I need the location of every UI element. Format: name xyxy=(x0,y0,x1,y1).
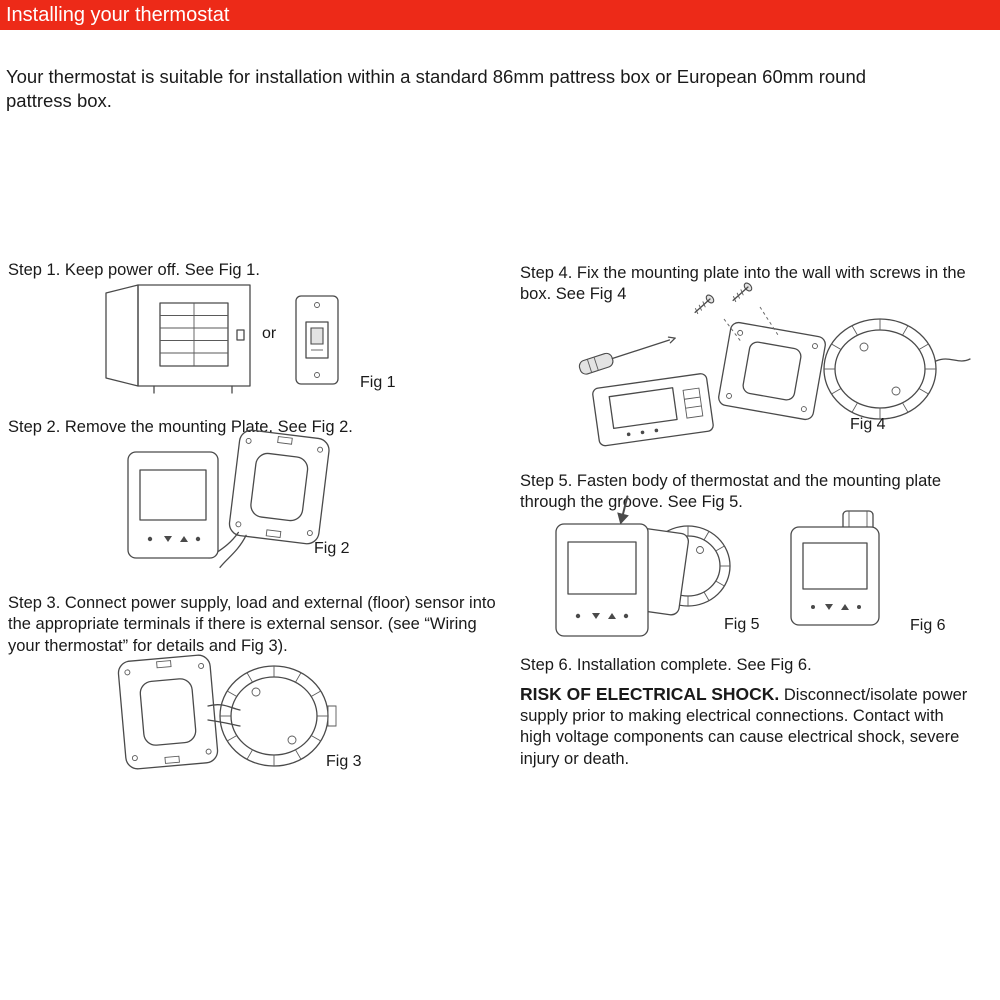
fig-5-label: Fig 5 xyxy=(724,616,760,633)
fig-6-label: Fig 6 xyxy=(910,617,946,634)
fig1-drawing xyxy=(92,276,344,396)
step-6-text: Step 6. Installation complete. See Fig 6. xyxy=(520,655,812,674)
fig5-drawing xyxy=(548,494,736,650)
page-title: Installing your thermostat xyxy=(6,4,230,26)
step-3-text: Step 3. Connect power supply, load and external (floor) sensor into the appropriate terminals if there is external sensor. (see “Wiring your thermostat” for details and Fig 3). xyxy=(8,593,496,656)
screwdriver xyxy=(578,331,677,375)
step-5-text: Step 5. Fasten body of thermostat and the mounting plate through the groove. See Fig 5. xyxy=(520,471,942,512)
fasten-arrow xyxy=(615,495,634,526)
or-label: or xyxy=(262,325,277,342)
wire xyxy=(208,720,240,726)
fig6-drawing xyxy=(785,505,891,627)
intro-text: Your thermostat is suitable for installation within a standard 86mm pattress box or European 60mm round pattress box. xyxy=(6,65,867,111)
thermostat-body xyxy=(592,373,714,446)
fig-4-label: Fig 4 xyxy=(850,416,886,433)
step-2-text: Step 2. Remove the mounting Plate. See Fig 2. xyxy=(8,417,353,436)
thermostat xyxy=(128,452,218,558)
thermostat xyxy=(556,524,648,636)
light-switch xyxy=(296,296,338,384)
fuse-box xyxy=(106,285,250,393)
round-pattress-box xyxy=(824,319,970,419)
warning-title: RISK OF ELECTRICAL SHOCK. xyxy=(520,683,780,704)
electrical-shock-warning xyxy=(520,683,976,771)
step-1-text: Step 1. Keep power off. See Fig 1. xyxy=(8,260,260,279)
mounting-plate xyxy=(208,427,330,579)
fig3-drawing xyxy=(108,644,340,794)
round-pattress-box xyxy=(220,666,336,766)
fig-2-label: Fig 2 xyxy=(314,540,350,557)
screw xyxy=(692,294,715,316)
step-4-text: Step 4. Fix the mounting plate into the wall with screws in the box. See Fig 4 xyxy=(520,263,966,304)
fig-3-label: Fig 3 xyxy=(326,753,362,770)
mounting-plate xyxy=(117,654,218,770)
thermostat xyxy=(791,527,879,625)
page-header xyxy=(0,0,1000,30)
fig-1-label: Fig 1 xyxy=(360,374,396,391)
fig2-drawing xyxy=(122,426,342,576)
fig4-drawing xyxy=(552,285,972,453)
warning-body: Disconnect/isolate power supply prior to making electrical connections. Contact with high voltage components can cause electrical shock, severe injury or death. xyxy=(520,685,968,768)
mounting-plate xyxy=(717,321,826,420)
screw xyxy=(730,282,753,304)
wire xyxy=(208,705,240,710)
